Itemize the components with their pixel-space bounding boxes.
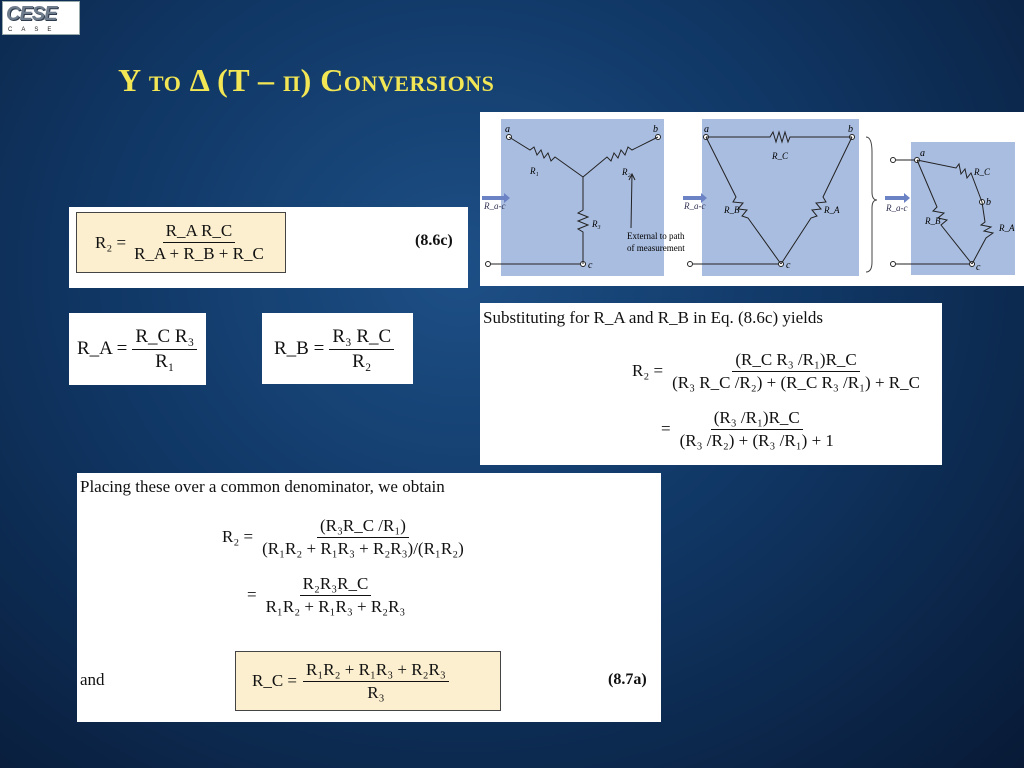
numerator: (R₃ /R₁)R_C [711, 408, 803, 430]
denominator: R₁R₂ + R₁R₃ + R₂R₃ [265, 596, 406, 616]
numerator: R_C R₃ [132, 326, 197, 350]
denominator: R₂ [352, 350, 372, 372]
fraction [131, 221, 267, 264]
logo-subtext: CASE [8, 27, 61, 33]
equation-number: (8.7a) [608, 671, 647, 688]
y-label-r1: R₁ [530, 166, 539, 176]
fraction [677, 408, 837, 451]
equation-lhs: R_C = [252, 671, 298, 690]
equation-number: (8.6c) [415, 232, 453, 249]
y-label-c: c [588, 260, 593, 271]
numerator: (R_C R₃ /R₁)R_C [732, 350, 859, 372]
cese-logo [2, 1, 80, 35]
delta2-label-a: a [920, 148, 925, 159]
equation-rb-box [262, 313, 413, 384]
y-annotation-line2: of measurement [627, 243, 685, 253]
numerator: R₃ R_C [329, 326, 394, 350]
delta-label-b: b [848, 124, 853, 135]
logo-text: CESE [6, 3, 57, 25]
y-annotation-line1: External to path [627, 231, 685, 241]
delta2-label-c: c [976, 262, 981, 273]
delta-label-ra: R_A [824, 205, 840, 215]
delta2-label-b: b [986, 197, 991, 208]
delta-network-background [702, 119, 859, 276]
numerator: (R₃R_C /R₁) [317, 516, 409, 538]
equation-lhs: R₂ = [632, 361, 664, 380]
denominator: R_A + R_B + R_C [134, 244, 264, 263]
placing-line-2 [247, 567, 408, 623]
circuit-diagram-panel [480, 112, 1024, 286]
equation-lhs: R₂ = [222, 527, 254, 546]
numerator: R₂R₃R_C [300, 574, 372, 596]
numerator: R₁R₂ + R₁R₃ + R₂R₃ [303, 660, 449, 682]
common-denominator-box [77, 473, 661, 722]
and-label: and [80, 670, 105, 689]
numerator: R_A R_C [163, 221, 236, 243]
delta-label-c: c [786, 260, 791, 271]
denominator: R₃ [367, 682, 385, 702]
fraction [329, 326, 394, 373]
equation-lhs: = [247, 585, 257, 604]
denominator: (R₃ /R₂) + (R₃ /R₁) + 1 [679, 430, 834, 450]
substitution-line-2 [661, 401, 837, 457]
circuit-diagram [480, 112, 1024, 286]
slide-title: Y to Δ (T – π) Conversions [118, 62, 495, 98]
delta2-label-ra: R_A [999, 223, 1015, 233]
fraction [259, 516, 467, 559]
equation-lhs: R_B = [274, 338, 325, 359]
y-label-b: b [653, 124, 658, 135]
delta2-label-rac: R_a-c [886, 203, 908, 213]
y-label-r3: R₃ [592, 219, 601, 229]
fraction [263, 574, 409, 617]
equation-8-6c-box [69, 207, 468, 288]
fraction [669, 350, 923, 393]
y-label-r2: R₂ [622, 167, 631, 177]
y-label-rac: R_a-c [484, 201, 506, 211]
equation-lhs: = [661, 419, 671, 438]
y-label-a: a [505, 124, 510, 135]
denominator: R₁ [155, 350, 175, 372]
delta-label-rc: R_C [772, 151, 789, 161]
equation-lhs: R_A = [77, 338, 128, 359]
equation-ra [77, 317, 197, 381]
placing-intro: Placing these over a common denominator, we obtain [80, 477, 445, 496]
denominator: (R₁R₂ + R₁R₃ + R₂R₃)/(R₁R₂) [262, 538, 464, 558]
substitution-line-1 [632, 343, 923, 399]
equation-rb [274, 317, 394, 381]
substitution-box [480, 303, 942, 465]
equation-8-6c [95, 215, 267, 270]
delta-label-rb: R_B [724, 205, 740, 215]
placing-line-1 [222, 509, 467, 565]
equation-ra-box [69, 313, 206, 385]
fraction [303, 660, 449, 703]
fraction [132, 326, 197, 373]
denominator: (R₃ R_C /R₂) + (R_C R₃ /R₁) + R_C [672, 372, 920, 392]
delta2-label-rc: R_C [974, 167, 991, 177]
delta-label-a: a [704, 124, 709, 135]
delta-label-rac: R_a-c [684, 201, 706, 211]
equation-8-7a [252, 653, 449, 709]
substitution-intro: Substituting for R_A and R_B in Eq. (8.6c) yields [483, 308, 823, 327]
delta2-label-rb: R_B [925, 216, 941, 226]
equation-lhs: R₂ = [95, 232, 127, 252]
